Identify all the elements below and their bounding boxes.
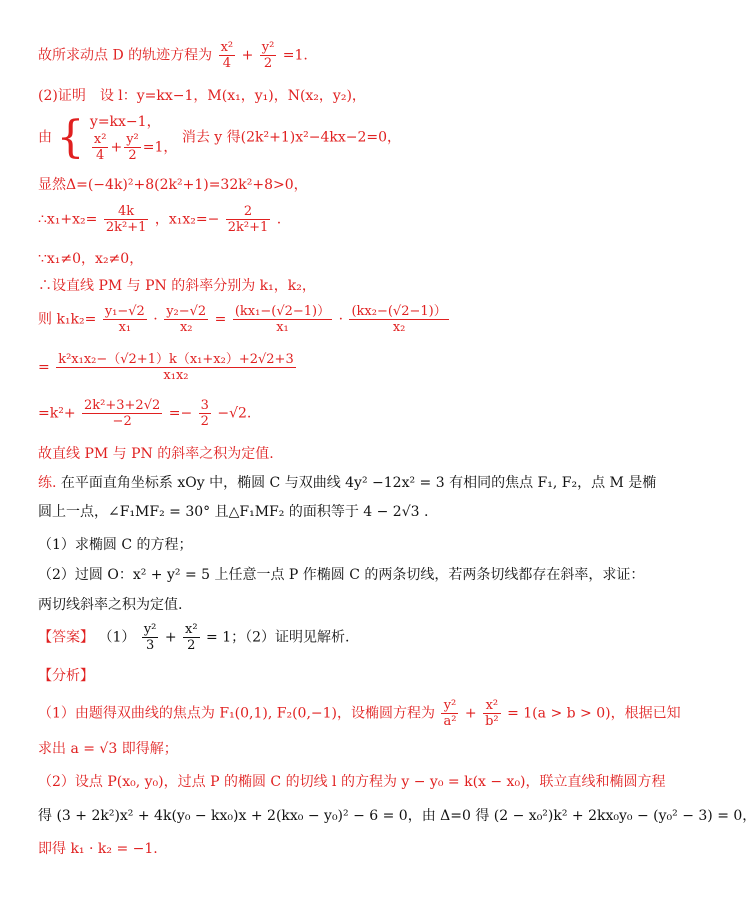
line-question-2: （2）过圆 O：x² + y² = 5 上任意一点 P 作椭圆 C 的两条切线，若两条切线都存在斜率，求证： <box>38 567 645 583</box>
line-slopes: ∴设直线 PM 与 PN 的斜率分别为 k₁，k₂， <box>38 278 316 294</box>
line-trajectory-equation: 故所求动点 D 的轨迹方程为 $\frac{\text{x²}}{4}$ + $\frac{\text{y²}}{2}$ =1. <box>38 40 308 71</box>
line-question-2-cont: 两切线斜率之积为定值. <box>38 597 183 613</box>
line-analysis-heading: 【分析】 <box>38 668 94 684</box>
answer-label: 【答案】 <box>38 629 94 646</box>
line-proof-setup: (2)证明 设 l：y=kx−1，M(x₁，y₁)，N(x₂，y₂)， <box>38 88 366 104</box>
brace-icon: { <box>56 111 85 163</box>
line-analysis-2-end: 即得 k₁ · k₂ = −1. <box>38 841 158 857</box>
line-vieta: ∴x₁+x₂= $\frac{4k}{\text{2k²+1}}$ ，x₁x₂=− $\frac{2}{\text{2k²+1}}$ . <box>38 204 282 235</box>
line-analysis-1-cont: 求出 a = √3 即得解； <box>38 741 178 757</box>
line-analysis-2-cont: 得 (3 + 2k²)x² + 4k(y₀ − kx₀)x + 2(kx₀ − y₀)² − 6 = 0，由 Δ=0 得 (2 − x₀²)k² + 2kx₀y₀ − (y₀² − 3) = 0， <box>38 808 756 824</box>
line-expand: = $\frac{\text{k²x₁x₂−（√2+1）k（x₁+x₂）+2√2+3}}{\text{x₁x₂}}$ <box>38 352 294 383</box>
equation-system: y=kx−1， $\frac{\text{x²}}{4}$ + $\frac{\text{y²}}{2}$ =1， <box>89 114 178 163</box>
line-exercise-cont: 圆上一点，∠F₁MF₂ = 30° 且△F₁MF₂ 的面积等于 4 − 2√3 . <box>38 504 429 520</box>
line-system: 由 { y=kx−1， $\frac{\text{x²}}{4}$ + $\frac{\text{y²}}{2}$ =1， 消去 y 得(2k²+1)x²−4kx−2=0， <box>38 111 402 163</box>
line-conclusion: 故直线 PM 与 PN 的斜率之积为定值. <box>38 446 274 462</box>
line-analysis-1: （1）由题得双曲线的焦点为 F₁(0,1), F₂(0,−1)，设椭圆方程为 $\frac{\text{y²}}{\text{a²}}$ + $\frac{\text{x²}}{\text{b²}}$ = 1(a > b > 0)，根据已知 <box>38 698 681 729</box>
line-analysis-2: （2）设点 P(x₀, y₀)，过点 P 的椭圆 C 的切线 l 的方程为 y − y₀ = k(x − x₀)，联立直线和椭圆方程 <box>38 774 666 790</box>
line-result: =k²+ $\frac{\text{2k²+3+2√2}}{-2}$ =− $\frac{3}{2}$ −√2. <box>38 398 252 429</box>
line-nonzero: ∵x₁≠0，x₂≠0， <box>38 251 144 267</box>
fraction: $\frac{\text{y²}}{2}$ <box>261 40 275 71</box>
exercise-label: 练. <box>38 475 57 491</box>
line-exercise: 练. 在平面直角坐标系 xOy 中，椭圆 C 与双曲线 4y² −12x² = 3 有相同的焦点 F₁, F₂，点 M 是椭 <box>38 475 657 491</box>
line-discriminant: 显然Δ=(−4k)²+8(2k²+1)=32k²+8>0， <box>38 177 308 193</box>
fraction: $\frac{\text{x²}}{4}$ <box>220 40 234 71</box>
line-product: 则 k₁k₂= $\frac{\text{y₁−√2}}{\text{x₁}}$ · $\frac{\text{y₂−√2}}{\text{x₂}}$ = $\frac{\text{(kx₁−(√2−1)）}}{\text{x₁}}$ · $\frac{\text{(kx₂−(√2−1)）}}{\text{x₂}}$ <box>38 304 447 335</box>
line-answer: 【答案】 （1） $\frac{\text{y²}}{3}$ + $\frac{\text{x²}}{2}$ = 1；（2）证明见解析. <box>38 622 350 653</box>
text: 故所求动点 D 的轨迹方程为 <box>38 47 213 64</box>
line-question-1: （1）求椭圆 C 的方程； <box>38 537 193 553</box>
